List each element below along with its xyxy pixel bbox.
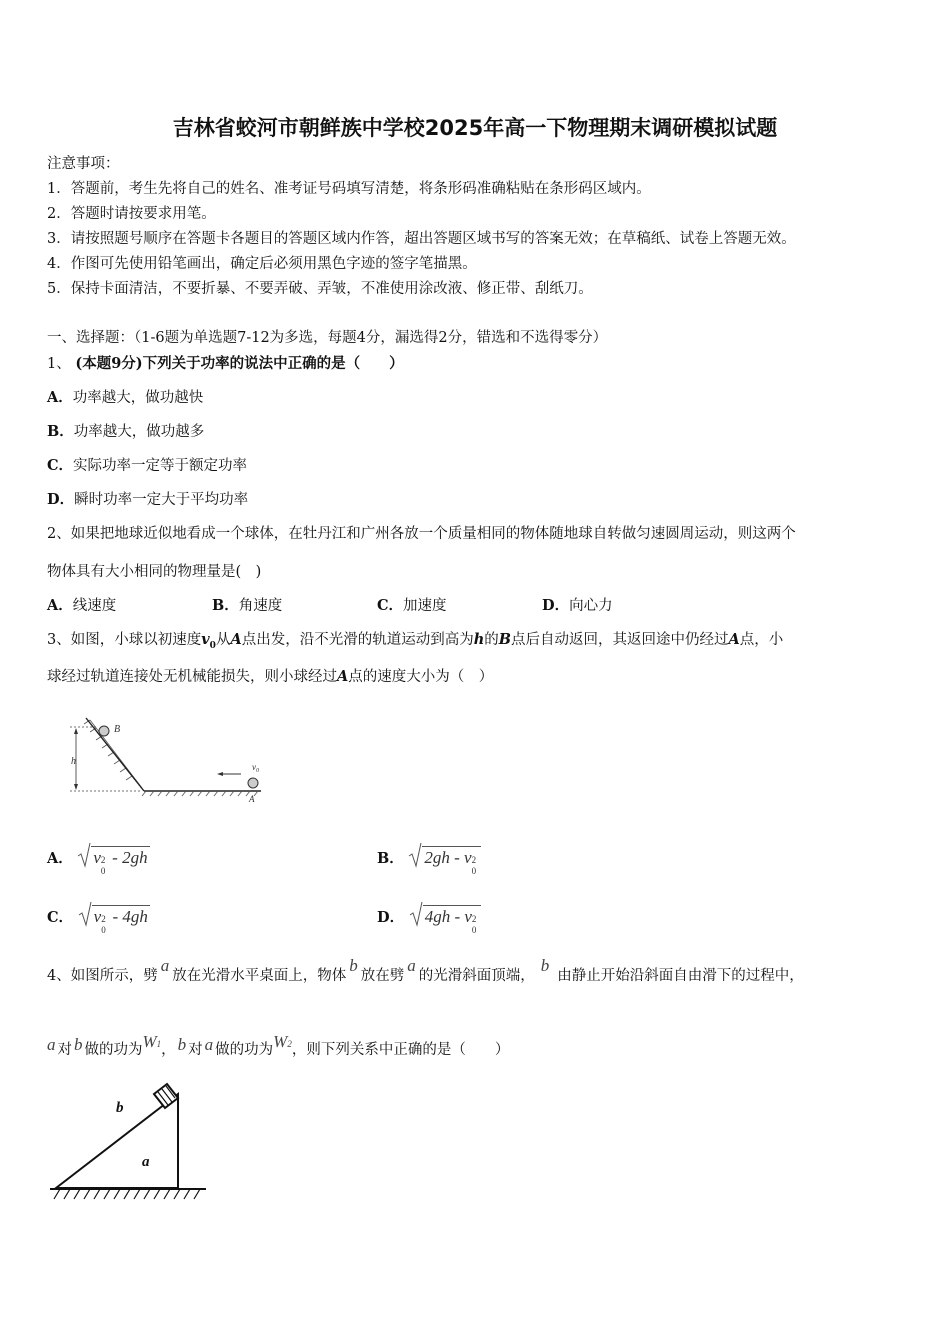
q3-fig-label-v0: $v_0$ [252, 762, 259, 774]
q1-stem [47, 352, 404, 373]
q2-option-d: D．向心力 [542, 597, 613, 614]
q3-fig-label-h: h [71, 756, 76, 767]
q1-number: 1、 [47, 356, 71, 372]
q2-option-b: B．角速度 [212, 597, 283, 614]
q4-stem-line2: a 对 b 做的功为W1， b 对 a 做的功为W2，则下列关系中正确的是（ ） [47, 1032, 510, 1058]
q4-fig-label-b: b [116, 1100, 124, 1116]
q3-option-c: C． v 2 0 - 4gh [47, 905, 150, 927]
q3-track-figure [66, 715, 266, 810]
notice-item-3: 3．请按照题号顺序在答题卡各题目的答题区域内作答，超出答题区域书写的答案无效；在草稿纸、试卷上答题无效。 [47, 231, 796, 247]
q2-stem-line2: 物体具有大小相同的物理量是( ) [47, 564, 262, 580]
q1-text: 下列关于功率的说法中正确的是（ ） [142, 355, 404, 372]
q4-stem-line1: 4、如图所示，劈a放在光滑水平桌面上，物体b放在劈a的光滑斜面顶端，b由静止开始沿斜面自由滑下的过程中， [47, 956, 804, 984]
q1-option-a: A．功率越大，做功越快 [47, 389, 204, 406]
notice-item-1: 1．答题前，考生先将自己的姓名、准考证号码填写清楚，将条形码准确粘贴在条形码区域内。 [47, 181, 651, 197]
q4-fig-label-a: a [142, 1154, 150, 1170]
q3-stem-line2: 球经过轨道连接处无机械能损失，则小球经过A点的速度大小为（ ） [47, 668, 494, 685]
q3-option-b: B． 2gh - v 2 0 [377, 846, 481, 868]
notice-heading: 注意事项： [47, 156, 120, 172]
q2-stem-line1: 2、如果把地球近似地看成一个球体，在牡丹江和广州各放一个质量相同的物体随地球自转做匀速圆周运动，则这两个 [47, 526, 796, 542]
q1-option-b: B．功率越大，做功越多 [47, 423, 205, 440]
q1-option-c: C．实际功率一定等于额定功率 [47, 457, 248, 474]
q2-option-a: A．线速度 [47, 597, 117, 614]
section-heading: 一、选择题：（1-6题为单选题7-12为多选，每题4分，漏选得2分，错选和不选得零分） [47, 330, 608, 346]
q1-tag: (本题9分) [75, 355, 143, 372]
q3-option-d: D． 4gh - v 2 0 [377, 905, 481, 927]
q3-option-a: A． v 2 0 - 2gh [47, 846, 150, 868]
notice-item-5: 5．保持卡面清洁，不要折暴、不要弄破、弄皱，不准使用涂改液、修正带、刮纸刀。 [47, 281, 593, 297]
q3-fig-label-a: A [249, 794, 255, 804]
q4-wedge-figure [46, 1078, 211, 1208]
notice-item-2: 2．答题时请按要求用笔。 [47, 206, 216, 222]
q3-fig-label-b: B [114, 724, 121, 735]
q2-option-c: C．加速度 [377, 597, 447, 614]
q1-option-d: D．瞬时功率一定大于平均功率 [47, 491, 249, 508]
q3-stem-line1: 3、如图，小球以初速度$v_0$从A点出发，沿不光滑的轨道运动到高为h的B点后自动返回，其返回途中仍经过A点，小 [47, 631, 784, 651]
page-title: 吉林省蛟河市朝鲜族中学校2025年高一下物理期末调研模拟试题 [172, 116, 778, 140]
notice-item-4: 4．作图可先使用铅笔画出，确定后必须用黑色字迹的签字笔描黑。 [47, 256, 477, 272]
